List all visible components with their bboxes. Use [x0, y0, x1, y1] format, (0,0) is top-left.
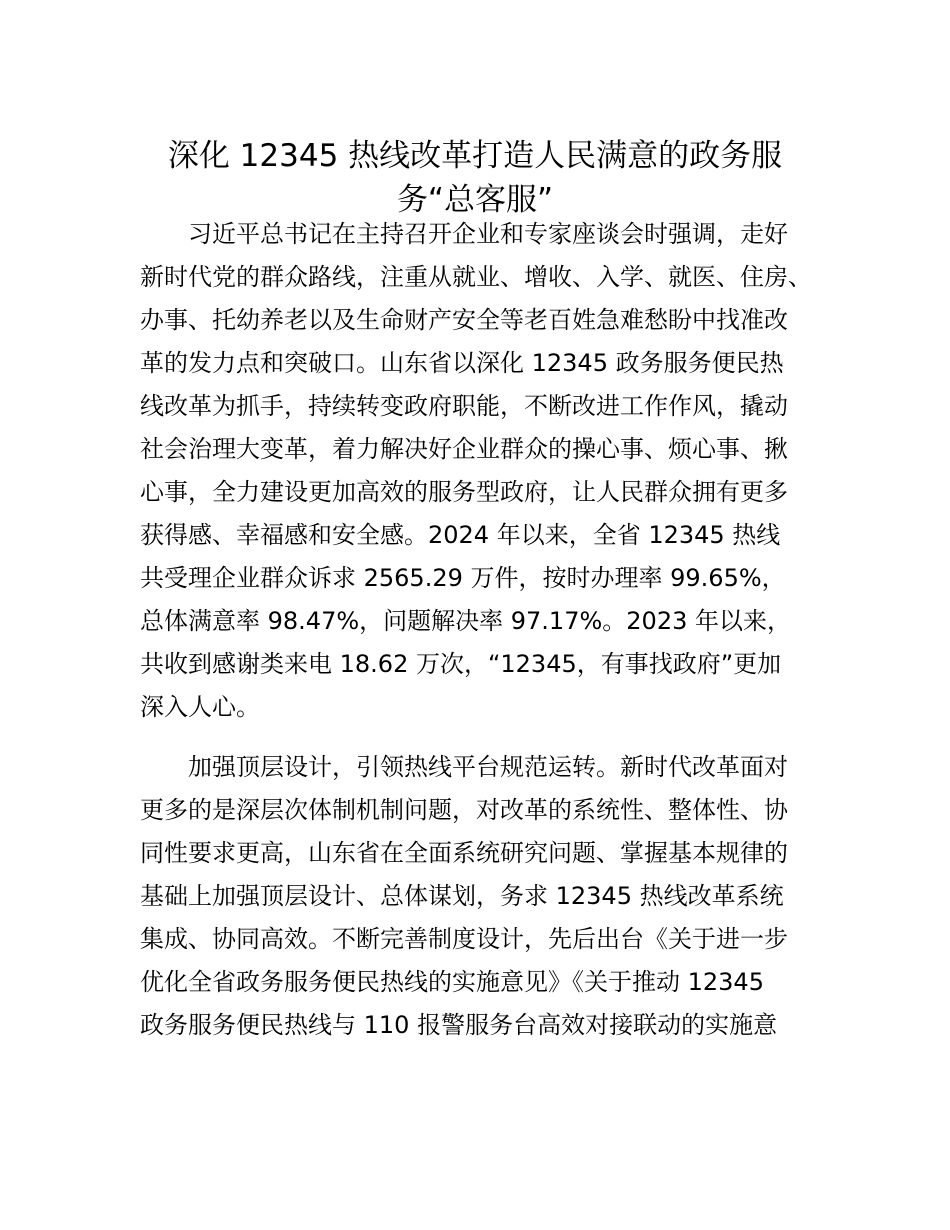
- paragraph-1-line-3: 办事、托幼养老以及生命财产安全等老百姓急难愁盼中找准改: [140, 306, 788, 334]
- paragraph-1-line-11: 共收到感谢类来电 18.62 万次，“12345，有事找政府”更加: [140, 650, 782, 678]
- paragraph-1-line-4: 革的发力点和突破口。山东省以深化 12345 政务服务便民热: [140, 349, 784, 377]
- paragraph-1-line-9: 共受理企业群众诉求 2565.29 万件，按时办理率 99.65%，: [140, 564, 786, 592]
- paragraph-1-line-10: 总体满意率 98.47%，问题解决率 97.17%。2023 年以来，: [140, 607, 791, 635]
- paragraph-1-line-7: 心事，全力建设更加高效的服务型政府，让人民群众拥有更多: [140, 478, 788, 506]
- paragraph-1-line-1: 习近平总书记在主持召开企业和专家座谈会时强调，走好: [188, 220, 788, 248]
- paragraph-2-line-4: 基础上加强顶层设计、总体谋划，务求 12345 热线改革系统: [140, 882, 784, 910]
- paragraph-2-line-3: 同性要求更高，山东省在全面系统研究问题、掌握基本规律的: [140, 839, 788, 867]
- paragraph-2-line-6: 优化全省政务服务便民热线的实施意见》《关于推动 12345: [140, 968, 764, 996]
- paragraph-2-line-7: 政务服务便民热线与 110 报警服务台高效对接联动的实施意: [140, 1011, 778, 1039]
- document-title: 深化 12345 热线改革打造人民满意的政务服务“总客服”: [167, 137, 783, 218]
- paragraph-1-line-12: 深入人心。: [140, 693, 260, 721]
- paragraph-1-line-5: 线改革为抓手，持续转变政府职能，不断改进工作作风，撬动: [140, 392, 788, 420]
- paragraph-2-line-1: 加强顶层设计，引领热线平台规范运转。新时代改革面对: [188, 753, 788, 781]
- paragraph-1-line-6: 社会治理大变革，着力解决好企业群众的操心事、烦心事、揪: [140, 435, 788, 463]
- paragraph-2-line-5: 集成、协同高效。不断完善制度设计，先后出台《关于进一步: [140, 925, 788, 953]
- paragraph-1-line-2: 新时代党的群众路线，注重从就业、增收、入学、就医、住房、: [140, 263, 812, 291]
- paragraph-2-line-2: 更多的是深层次体制机制问题，对改革的系统性、整体性、协: [140, 796, 788, 824]
- paragraph-1-line-8: 获得感、幸福感和安全感。2024 年以来，全省 12345 热线: [140, 521, 781, 549]
